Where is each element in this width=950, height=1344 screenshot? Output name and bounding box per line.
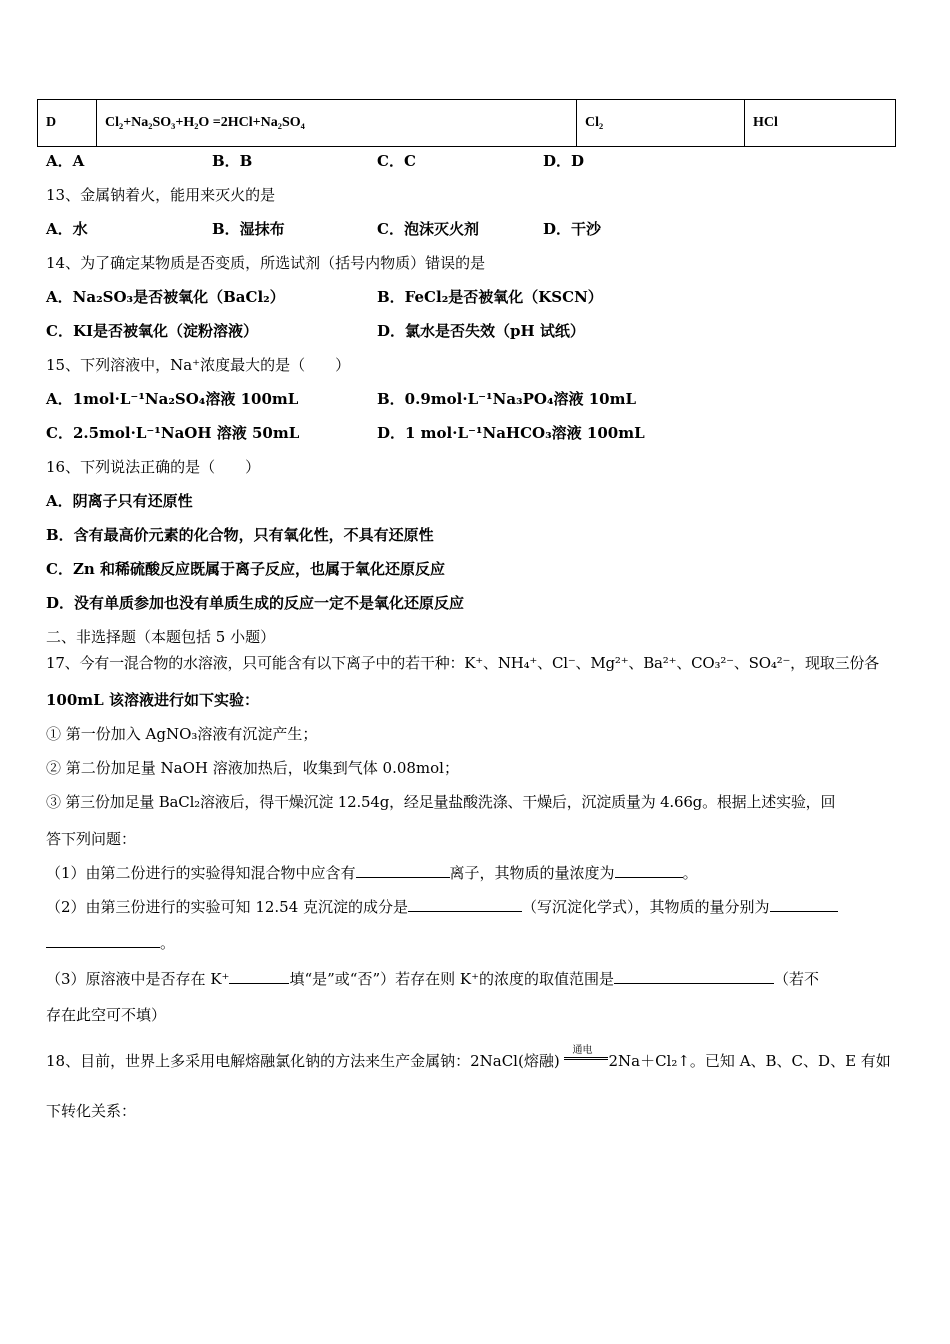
answer-table xyxy=(37,99,896,147)
q15-stem: 15、下列溶液中，Na⁺浓度最大的是（ ） xyxy=(46,356,351,374)
q17-sub2-text-c: 。 xyxy=(160,934,176,952)
q17-experiment-1: ① 第一份加入 AgNO₃溶液有沉淀产生； xyxy=(46,725,318,743)
answer-blank-4-cont[interactable] xyxy=(46,933,160,948)
q17-sub1-text-c: 。 xyxy=(682,864,698,882)
q18-tail-text: 2Na＋Cl₂↑。已知 A、B、C、D、E 有如 xyxy=(608,1052,891,1070)
q13-stem: 13、金属钠着火，能用来灭火的是 xyxy=(46,186,276,204)
answer-blank-6[interactable] xyxy=(614,969,774,984)
table-row xyxy=(38,100,896,147)
q17-subquestion-3 xyxy=(46,968,819,989)
q14-option-c: C．KI是否被氧化（淀粉溶液） xyxy=(46,322,258,340)
q12-option-d: D．D xyxy=(543,152,585,170)
q13-option-d: D．干沙 xyxy=(543,220,602,238)
q17-sub3-text-c: （若不 xyxy=(774,970,820,988)
q18-lead-text: 18、目前，世界上多采用电解熔融氯化钠的方法来生产金属钠：2NaCl(熔融) xyxy=(46,1052,560,1070)
q17-stem-line1: 17、今有一混合物的水溶液，只可能含有以下离子中的若干种：K⁺、NH₄⁺、Cl⁻、Mg²⁺、Ba²⁺、CO₃²⁻、SO₄²⁻，现取三份各 xyxy=(46,654,879,672)
q17-subquestion-3-cont: 存在此空可不填） xyxy=(46,1006,167,1024)
q14-option-a: A．Na₂SO₃是否被氧化（BaCl₂） xyxy=(46,288,285,306)
section-heading: 二、非选择题（本题包括 5 小题） xyxy=(46,628,276,646)
equals-bar-icon xyxy=(564,1057,608,1060)
q12-option-a: A．A xyxy=(46,152,85,170)
answer-blank-4[interactable] xyxy=(770,897,838,912)
q15-option-d: D．1 mol·L⁻¹NaHCO₃溶液 100mL xyxy=(377,424,645,442)
q16-option-d: D．没有单质参加也没有单质生成的反应一定不是氧化还原反应 xyxy=(46,594,465,612)
q13-option-b: B．湿抹布 xyxy=(212,220,285,238)
table-cell-oxidant: Cl₂ xyxy=(577,100,745,147)
q13-option-a: A．水 xyxy=(46,220,88,238)
q13-option-c: C．泡沫灭火剂 xyxy=(377,220,479,238)
q15-option-c: C．2.5mol·L⁻¹NaOH 溶液 50mL xyxy=(46,424,300,442)
q14-stem: 14、为了确定某物质是否变质，所选试剂（括号内物质）错误的是 xyxy=(46,254,486,272)
table-cell-option: D xyxy=(38,100,97,147)
answer-blank-3[interactable] xyxy=(408,897,522,912)
q17-sub2-text-b: （写沉淀化学式），其物质的量分别为 xyxy=(522,898,770,916)
q18-stem-line1 xyxy=(46,1045,891,1071)
answer-blank-2[interactable] xyxy=(615,863,683,878)
q17-sub2-text-a: （2）由第三份进行的实验可知 12.54 克沉淀的成分是 xyxy=(46,898,409,916)
q17-sub1-text-b: 离子，其物质的量浓度为 xyxy=(449,864,615,882)
q17-sub3-text-b: 填“是”或“否”）若存在则 K⁺的浓度的取值范围是 xyxy=(289,970,615,988)
answer-blank-5[interactable] xyxy=(229,969,289,984)
q16-stem: 16、下列说法正确的是（ ） xyxy=(46,458,261,476)
table-cell-reaction: Cl₂+Na₂SO₃+H₂O =2HCl+Na₂SO₄ xyxy=(97,100,577,147)
electrolysis-condition: 通电 xyxy=(572,1045,593,1056)
q17-subquestion-1 xyxy=(46,862,698,883)
table-cell-product: HCl xyxy=(745,100,896,147)
q17-experiment-3: ③ 第三份加足量 BaCl₂溶液后，得干燥沉淀 12.54g，经足量盐酸洗涤、干燥后，沉淀质量为 4.66g。根据上述实验，回 xyxy=(46,793,836,811)
q17-sub3-text-a: （3）原溶液中是否存在 K⁺ xyxy=(46,970,230,988)
q17-experiment-3-cont: 答下列问题： xyxy=(46,830,137,848)
q17-subquestion-2-cont xyxy=(46,932,175,953)
q14-option-b: B．FeCl₂是否被氧化（KSCN） xyxy=(377,288,603,306)
q18-stem-line2: 下转化关系： xyxy=(46,1102,137,1120)
q14-option-d: D．氯水是否失效（pH 试纸） xyxy=(377,322,585,340)
q15-option-b: B．0.9mol·L⁻¹Na₃PO₄溶液 10mL xyxy=(377,390,637,408)
electrolysis-arrow xyxy=(564,1045,608,1069)
q15-option-a: A．1mol·L⁻¹Na₂SO₄溶液 100mL xyxy=(46,390,299,408)
q16-option-c: C．Zn 和稀硫酸反应既属于离子反应，也属于氧化还原反应 xyxy=(46,560,446,578)
q16-option-b: B．含有最高价元素的化合物，只有氧化性，不具有还原性 xyxy=(46,526,434,544)
answer-blank-1[interactable] xyxy=(356,863,450,878)
q17-subquestion-2 xyxy=(46,896,838,917)
q17-sub1-text-a: （1）由第二份进行的实验得知混合物中应含有 xyxy=(46,864,356,882)
q17-experiment-2: ② 第二份加足量 NaOH 溶液加热后，收集到气体 0.08mol； xyxy=(46,759,459,777)
q17-stem-line2: 100mL 该溶液进行如下实验： xyxy=(46,691,259,709)
q16-option-a: A．阴离子只有还原性 xyxy=(46,492,193,510)
q12-option-b: B．B xyxy=(212,152,253,170)
q12-option-c: C．C xyxy=(377,152,416,170)
